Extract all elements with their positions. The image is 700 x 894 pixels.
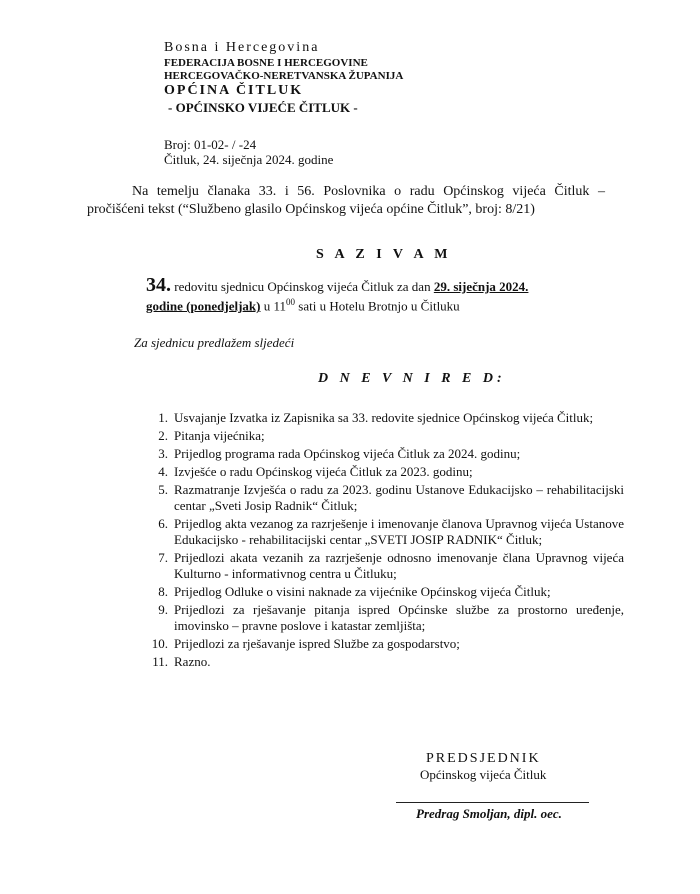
agenda-title: D N E V N I R E D:: [318, 371, 506, 386]
header-federation: FEDERACIJA BOSNE I HERCEGOVINE: [164, 57, 368, 69]
agenda-item-text: Prijedlozi za rješavanje ispred Službe za gospodarstvo;: [174, 636, 460, 651]
agenda-item: [134, 482, 624, 514]
header-municipality: OPĆINA ČITLUK: [164, 83, 304, 98]
agenda-item-number: 7.: [158, 550, 168, 565]
agenda-item-number: 5.: [158, 482, 168, 497]
signature-body: Općinskog vijeća Čitluk: [420, 767, 547, 782]
intro-paragraph: [87, 183, 605, 219]
agenda-item: [134, 636, 624, 652]
agenda-item: [134, 410, 624, 426]
agenda-item-number: 10.: [151, 636, 168, 651]
session-date: 29. siječnja 2024.: [433, 279, 529, 294]
agenda-item-text: Razno.: [174, 654, 211, 669]
intro-line-1: Na temelju članaka 33. i 56. Poslovnika o radu Općinskog vijeća Čitluk –: [132, 184, 605, 199]
agenda-item-number: 3.: [158, 446, 168, 461]
agenda-item-number: 8.: [158, 584, 168, 599]
signature-title: PREDSJEDNIK: [426, 751, 541, 766]
agenda-list: [134, 410, 624, 672]
agenda-item-text: Pitanja vijećnika;: [174, 428, 265, 443]
header-canton: HERCEGOVAČKO-NERETVANSKA ŽUPANIJA: [164, 70, 404, 82]
agenda-item-text: Prijedlozi za rješavanje pitanja ispred Općinske službe za prostorno uređenje, imovinsko – pravne poslove i katastar zemljišta;: [174, 602, 624, 633]
agenda-item-number: 11.: [152, 654, 168, 669]
signature-line: [396, 802, 589, 803]
agenda-item-text: Prijedlog Odluke o visini naknade za vijećnike Općinskog vijeća Čitluk;: [174, 584, 551, 599]
agenda-item-text: Prijedlog programa rada Općinskog vijeća Čitluk za 2024. godinu;: [174, 446, 521, 461]
session-number: 34.: [146, 274, 171, 296]
reference-place-date: Čitluk, 24. siječnja 2024. godine: [164, 152, 334, 167]
agenda-item: [134, 516, 624, 548]
agenda-item-text: Usvajanje Izvatka iz Zapisnika sa 33. redovite sjednice Općinskog vijeća Čitluk;: [174, 410, 594, 425]
agenda-item: [134, 584, 624, 600]
agenda-item: [134, 654, 624, 670]
reference-number: Broj: 01-02- / -24: [164, 137, 257, 152]
agenda-item-number: 6.: [158, 516, 168, 531]
agenda-item-text: Prijedlog akta vezanog za razrješenje i imenovanje članova Upravnog vijeća Ustanove Edukacijsko - rehabilitacijski centar „SVETI JOSIP RADNIK“ Čitluk;: [174, 516, 624, 547]
session-line-1: [146, 274, 528, 297]
agenda-item: [134, 446, 624, 462]
agenda-item: [134, 464, 624, 480]
convene-heading: S A Z I V A M: [316, 247, 452, 262]
agenda-item-number: 1.: [158, 410, 168, 425]
agenda-item: [134, 602, 624, 634]
signature-name: Predrag Smoljan, dipl. oec.: [416, 806, 562, 821]
agenda-item: [134, 428, 624, 444]
intro-line-2: pročišćeni tekst (“Službeno glasilo Općinskog vijeća općine Čitluk”, broj: 8/21): [87, 202, 535, 217]
session-date-cont: godine (ponedjeljak): [146, 298, 261, 314]
session-time-sup: 00: [286, 297, 296, 307]
agenda-item-text: Prijedlozi akata vezanih za razrješenje odnosno imenovanje člana Upravnog vijeća Kulturno - informativnog centra u Čitluku;: [174, 550, 624, 581]
agenda-item-text: Razmatranje Izvješća o radu za 2023. godinu Ustanove Edukacijsko – rehabilitacijski centar „Sveti Josip Radnik“ Čitluk;: [174, 482, 624, 513]
agenda-item-text: Izvješće o radu Općinskog vijeća Čitluk za 2023. godinu;: [174, 464, 473, 479]
session-text-a: redovitu sjednicu Općinskog vijeća Čitluk za dan: [171, 279, 434, 294]
agenda-item: [134, 550, 624, 582]
agenda-item-number: 4.: [158, 464, 168, 479]
agenda-item-number: 9.: [158, 602, 168, 617]
agenda-item-number: 2.: [158, 428, 168, 443]
header-country: Bosna i Hercegovina: [164, 40, 320, 55]
header-council: - OPĆINSKO VIJEĆE ČITLUK -: [168, 100, 358, 115]
session-text-c: sati u Hotelu Brotnjo u Čitluku: [295, 298, 460, 314]
propose-text: Za sjednicu predlažem sljedeći: [134, 335, 295, 350]
session-text-b: u 11: [260, 298, 287, 314]
session-line-2: [146, 297, 460, 314]
